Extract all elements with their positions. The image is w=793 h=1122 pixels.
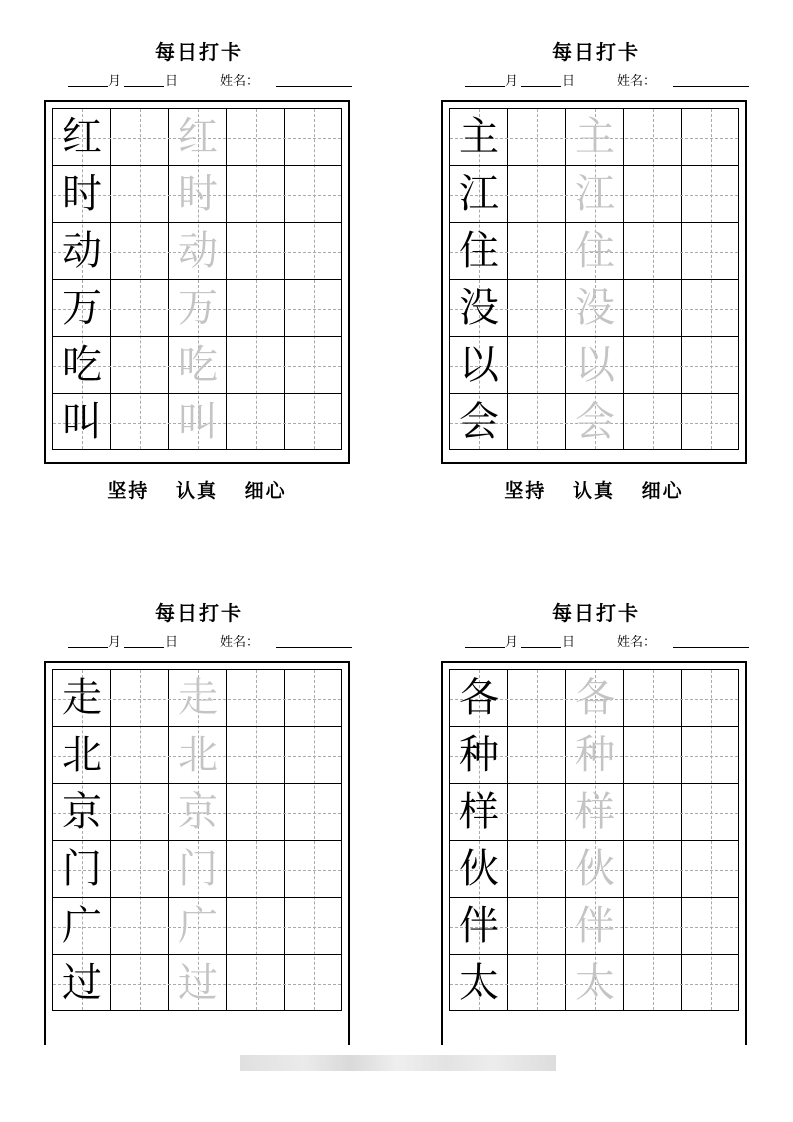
day-blank: [521, 631, 561, 648]
card-title: 每日打卡: [155, 601, 243, 625]
date-name-line: [62, 631, 354, 651]
grid-row: [53, 109, 343, 166]
trace-character: 门: [178, 846, 218, 892]
motto: 坚持 认真 细心: [504, 480, 684, 502]
card-title: 每日打卡: [552, 40, 640, 64]
name-blank: [276, 70, 352, 87]
grid-row: [450, 337, 740, 394]
month-label: 月: [505, 635, 519, 650]
model-character: 北: [62, 732, 102, 778]
model-character: 住: [459, 228, 499, 274]
model-character: 样: [459, 789, 499, 835]
grid-row: [450, 394, 740, 451]
grid-row: [53, 166, 343, 223]
day-label: 日: [562, 635, 576, 650]
grid-row: [53, 280, 343, 337]
day-blank: [124, 70, 164, 87]
grid-row: [450, 955, 740, 1012]
model-character: 动: [62, 228, 102, 274]
grid-row: [450, 223, 740, 280]
model-character: 伙: [459, 846, 499, 892]
writing-grid: [449, 108, 739, 450]
grid-row: [450, 166, 740, 223]
trace-character: 以: [575, 342, 615, 388]
trace-character: 吃: [178, 342, 218, 388]
watermark-blur: [240, 1055, 556, 1071]
model-character: 叫: [62, 399, 102, 445]
model-character: 走: [62, 675, 102, 721]
grid-row: [53, 898, 343, 955]
writing-grid: [52, 108, 342, 450]
grid-row: [450, 280, 740, 337]
trace-character: 动: [178, 228, 218, 274]
model-character: 京: [62, 789, 102, 835]
trace-character: 时: [178, 171, 218, 217]
grid-row: [53, 394, 343, 451]
name-blank: [673, 70, 749, 87]
name-label: 姓名：: [220, 74, 260, 89]
grid-row: [53, 337, 343, 394]
name-blank: [673, 631, 749, 648]
trace-character: 伙: [575, 846, 615, 892]
trace-character: 万: [178, 285, 218, 331]
trace-character: 过: [178, 960, 218, 1006]
trace-character: 各: [575, 675, 615, 721]
card-title: 每日打卡: [552, 601, 640, 625]
name-label: 姓名：: [617, 635, 657, 650]
practice-frame: [44, 661, 350, 1045]
grid-row: [53, 223, 343, 280]
practice-frame: [441, 100, 747, 464]
model-character: 过: [62, 960, 102, 1006]
trace-character: 住: [575, 228, 615, 274]
name-label: 姓名：: [220, 635, 260, 650]
grid-row: [450, 841, 740, 898]
model-character: 江: [459, 171, 499, 217]
day-label: 日: [165, 74, 179, 89]
trace-character: 太: [575, 960, 615, 1006]
model-character: 门: [62, 846, 102, 892]
model-character: 以: [459, 342, 499, 388]
month-label: 月: [505, 74, 519, 89]
trace-character: 样: [575, 789, 615, 835]
practice-frame: [441, 661, 747, 1045]
grid-row: [450, 784, 740, 841]
model-character: 伴: [459, 903, 499, 949]
date-name-line: [459, 70, 751, 90]
trace-character: 走: [178, 675, 218, 721]
trace-character: 北: [178, 732, 218, 778]
name-blank: [276, 631, 352, 648]
trace-character: 主: [575, 114, 615, 160]
model-character: 吃: [62, 342, 102, 388]
grid-row: [450, 898, 740, 955]
grid-row: [53, 955, 343, 1012]
grid-row: [450, 109, 740, 166]
model-character: 各: [459, 675, 499, 721]
grid-row: [450, 727, 740, 784]
month-label: 月: [108, 635, 122, 650]
date-name-line: [459, 631, 751, 651]
grid-row: [53, 670, 343, 727]
day-label: 日: [562, 74, 576, 89]
date-name-line: [62, 70, 354, 90]
grid-row: [450, 670, 740, 727]
model-character: 太: [459, 960, 499, 1006]
model-character: 主: [459, 114, 499, 160]
practice-frame: [44, 100, 350, 464]
trace-character: 没: [575, 285, 615, 331]
trace-character: 会: [575, 399, 615, 445]
month-blank: [465, 631, 505, 648]
trace-character: 叫: [178, 399, 218, 445]
model-character: 红: [62, 114, 102, 160]
name-label: 姓名：: [617, 74, 657, 89]
writing-grid: [449, 669, 739, 1011]
day-label: 日: [165, 635, 179, 650]
writing-grid: [52, 669, 342, 1011]
month-blank: [465, 70, 505, 87]
motto: 坚持 认真 细心: [107, 480, 287, 502]
trace-character: 伴: [575, 903, 615, 949]
trace-character: 广: [178, 903, 218, 949]
model-character: 没: [459, 285, 499, 331]
grid-row: [53, 841, 343, 898]
trace-character: 红: [178, 114, 218, 160]
card-title: 每日打卡: [155, 40, 243, 64]
trace-character: 京: [178, 789, 218, 835]
trace-character: 种: [575, 732, 615, 778]
day-blank: [124, 631, 164, 648]
model-character: 广: [62, 903, 102, 949]
trace-character: 江: [575, 171, 615, 217]
month-label: 月: [108, 74, 122, 89]
month-blank: [68, 70, 108, 87]
model-character: 种: [459, 732, 499, 778]
grid-row: [53, 727, 343, 784]
model-character: 万: [62, 285, 102, 331]
month-blank: [68, 631, 108, 648]
model-character: 时: [62, 171, 102, 217]
grid-row: [53, 784, 343, 841]
model-character: 会: [459, 399, 499, 445]
day-blank: [521, 70, 561, 87]
